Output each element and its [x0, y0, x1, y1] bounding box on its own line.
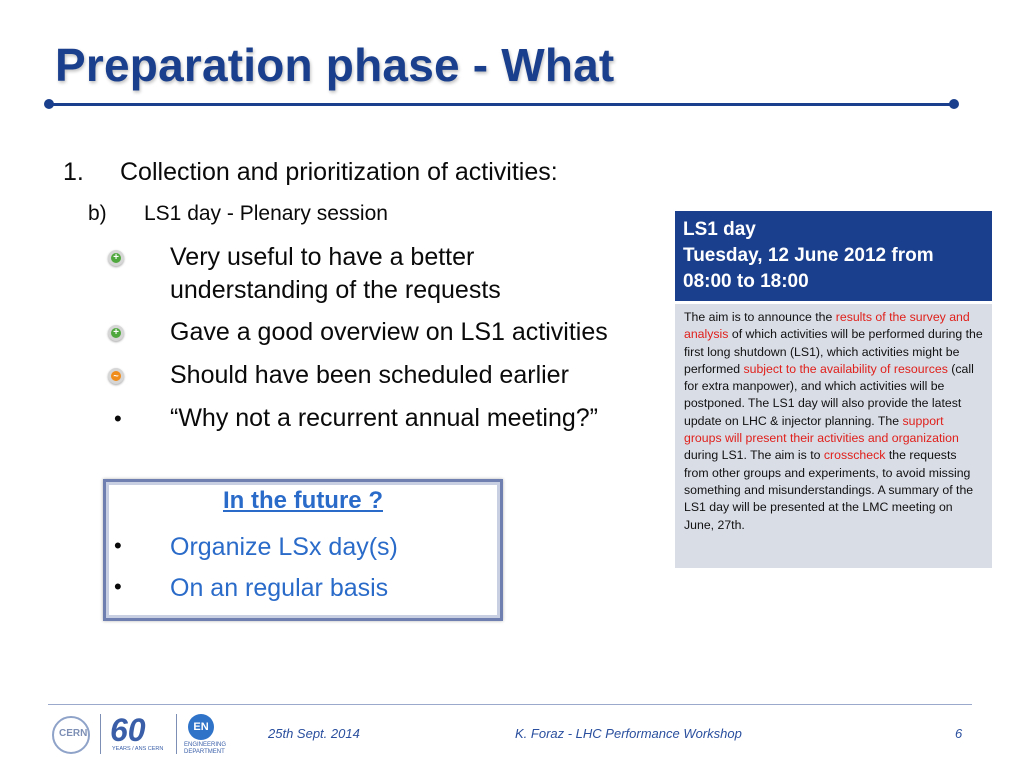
- title-underline: [48, 103, 954, 106]
- point-text: [170, 241, 501, 307]
- en-department-logo-icon: EN: [188, 714, 214, 740]
- ls1-text-run: during LS1. The aim is to: [684, 448, 824, 463]
- ls1-highlight-run: results of the survey and analysis: [684, 310, 970, 342]
- bullet-dot: •: [114, 533, 122, 558]
- plus-icon: +: [108, 325, 124, 341]
- outline-level2-letter: b): [88, 202, 107, 225]
- ls1-header-line: LS1 day: [683, 219, 756, 240]
- ls1-text-run: of which activities will be performed during the first long shutdown (LS1), which activities might be performed: [684, 327, 983, 376]
- footer-rule: [48, 704, 972, 705]
- title-rule-dot-right: [949, 99, 959, 109]
- outline-level1-text: Collection and prioritization of activities:: [120, 158, 558, 186]
- cern-logo-icon: CERN: [52, 716, 90, 754]
- sixty-years-logo-icon: 60: [110, 712, 146, 748]
- footer-presenter: K. Foraz - LHC Performance Workshop: [515, 726, 742, 741]
- point-text: “Why not a recurrent annual meeting?”: [170, 404, 598, 432]
- future-heading: In the future ?: [223, 487, 383, 514]
- logo-separator: [176, 714, 177, 754]
- outline-level1-number: 1.: [63, 158, 84, 186]
- ls1-header-line: Tuesday, 12 June 2012 from: [683, 245, 934, 266]
- ls1-highlight-run: crosscheck: [823, 448, 886, 463]
- ls1-text-run: The aim is to announce the: [684, 310, 836, 324]
- outline-level1: [63, 158, 558, 187]
- ls1-day-header: [675, 211, 992, 301]
- point-text-line: Very useful to have a better: [170, 243, 475, 271]
- tilde-icon: ~: [108, 368, 124, 384]
- ls1-highlight-run: subject to the availability of resources: [743, 361, 948, 376]
- point-text: Should have been scheduled earlier: [170, 361, 569, 389]
- footer-date: 25th Sept. 2014: [268, 726, 360, 741]
- outline-level2-text: LS1 day - Plenary session: [144, 202, 388, 225]
- page-number: 6: [955, 726, 963, 741]
- logo-separator: [100, 714, 101, 754]
- ls1-text-run: the requests from other groups and experiments, to avoid missing something and misunderstandings. A summary of the LS1 day will be presented at the LMC meeting on June, 27th.: [684, 448, 974, 532]
- future-item-text: On an regular basis: [170, 574, 389, 602]
- ls1-day-description: [675, 304, 992, 568]
- ls1-text-run: (call for extra manpower), and which activities will be postponed. The LS1 day will also provide the latest update on LHC & injector planning. The: [684, 361, 974, 428]
- ls1-highlight-run: support groups will present their activities and organization: [684, 413, 959, 446]
- sixty-years-caption: YEARS / ANS CERN: [112, 746, 164, 752]
- future-item-text: Organize LSx day(s): [170, 533, 398, 561]
- point-text: Gave a good overview on LS1 activities: [170, 318, 608, 346]
- bullet-dot: •: [114, 574, 122, 599]
- bullet-dot: •: [114, 406, 122, 431]
- plus-icon: +: [108, 250, 124, 266]
- ls1-header-line: 08:00 to 18:00: [683, 271, 809, 292]
- slide-title: Preparation phase - What: [55, 39, 615, 91]
- point-text-line: understanding of the requests: [170, 276, 501, 304]
- en-department-caption: ENGINEERING DEPARTMENT: [184, 742, 227, 755]
- outline-level2: [88, 202, 388, 226]
